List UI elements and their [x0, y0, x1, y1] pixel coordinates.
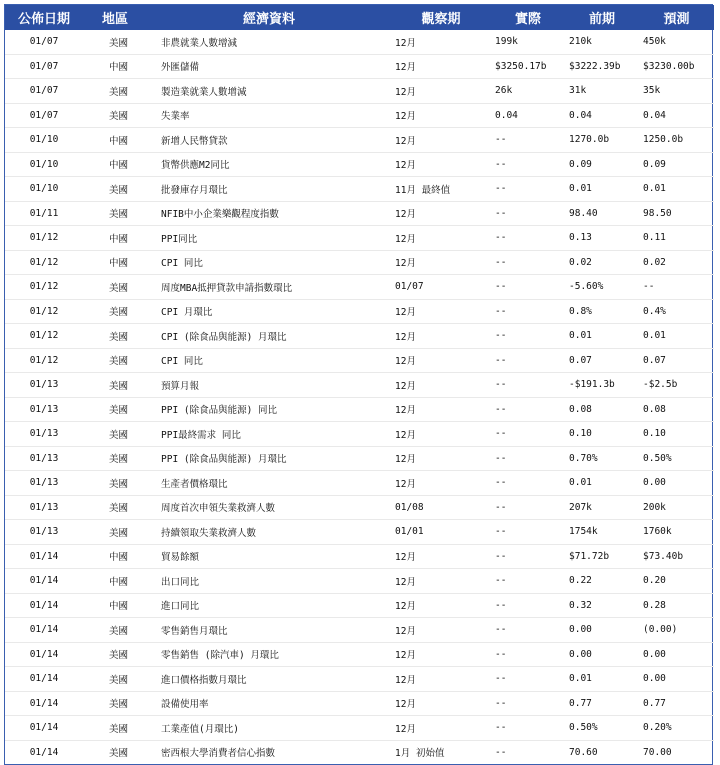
cell-release-date: 01/14 [5, 642, 83, 667]
cell-region: 美國 [83, 30, 147, 54]
cell-economic-data: 批發庫存月環比 [147, 177, 391, 202]
cell-release-date: 01/14 [29, 746, 59, 758]
cell-economic-data: 持續領取失業救濟人數 [147, 520, 391, 545]
cell-observation-period: 12月 [391, 618, 491, 643]
cell-forecast: 70.00 [643, 746, 672, 758]
table-row [5, 422, 714, 447]
table-row [5, 177, 714, 202]
cell-forecast: 0.28 [639, 593, 714, 618]
cell-observation-period: 12月 [391, 471, 491, 496]
cell-release-date: 01/10 [5, 177, 83, 202]
cell-forecast: 0.4% [639, 299, 714, 324]
cell-economic-data: 失業率 [147, 103, 391, 128]
table-row [5, 275, 714, 300]
cell-previous: 0.8% [565, 299, 639, 324]
cell-observation-period: 12月 [391, 54, 491, 79]
cell-forecast: 0.07 [639, 348, 714, 373]
table-row [5, 79, 714, 104]
cell-forecast: 1760k [639, 520, 714, 545]
cell-region: 中國 [83, 569, 147, 594]
cell-economic-data: 工業產值(月環比) [147, 716, 391, 741]
cell-forecast: 0.10 [639, 422, 714, 447]
cell-region: 美國 [83, 446, 147, 471]
cell-actual: -- [491, 691, 565, 716]
cell-release-date: 01/13 [5, 373, 83, 398]
cell-actual: -- [491, 201, 565, 226]
cell-previous: 0.00 [565, 618, 639, 643]
cell-forecast: 0.08 [639, 397, 714, 422]
cell-previous: 210k [565, 30, 639, 54]
cell-actual: $3250.17b [491, 54, 565, 79]
cell-actual: -- [491, 471, 565, 496]
cell-observation-period: 12月 [391, 103, 491, 128]
cell-forecast: 200k [639, 495, 714, 520]
cell-previous: 0.09 [565, 152, 639, 177]
cell-actual: -- [491, 716, 565, 741]
cell-release-date: 01/07 [5, 79, 83, 104]
cell-economic-data: 外匯儲備 [147, 54, 391, 79]
cell-region: 美國 [83, 324, 147, 349]
cell-previous: 0.02 [565, 250, 639, 275]
cell-release-date: 01/07 [5, 103, 83, 128]
cell-observation-period: 12月 [391, 397, 491, 422]
cell-region: 美國 [83, 618, 147, 643]
table-row [5, 103, 714, 128]
cell-economic-data: PPI同比 [147, 226, 391, 251]
cell-previous: 0.01 [565, 324, 639, 349]
table-header [5, 5, 714, 30]
cell-actual: -- [491, 324, 565, 349]
table-row [5, 201, 714, 226]
cell-previous: 0.10 [565, 422, 639, 447]
cell-observation-period: 12月 [391, 544, 491, 569]
table-row [5, 740, 714, 764]
cell-release-date: 01/12 [5, 250, 83, 275]
cell-economic-data: 貿易餘額 [147, 544, 391, 569]
cell-release-date: 01/07 [5, 30, 83, 54]
cell-observation-period: 12月 [391, 446, 491, 471]
cell-region: 美國 [109, 748, 129, 760]
cell-actual: -- [491, 348, 565, 373]
cell-forecast: 0.77 [639, 691, 714, 716]
cell-observation-period: 12月 [391, 152, 491, 177]
table-row [5, 495, 714, 520]
cell-release-date: 01/07 [5, 54, 83, 79]
cell-forecast: 450k [639, 30, 714, 54]
cell-region: 美國 [83, 716, 147, 741]
cell-forecast: 0.20% [639, 716, 714, 741]
cell-previous: 0.22 [565, 569, 639, 594]
cell-previous: 207k [565, 495, 639, 520]
cell-release-date: 01/14 [5, 544, 83, 569]
cell-forecast: 0.00 [639, 642, 714, 667]
economic-calendar-sheet [4, 4, 713, 765]
cell-forecast: 1250.0b [639, 128, 714, 153]
table-row [5, 373, 714, 398]
cell-previous: $3222.39b [565, 54, 639, 79]
cell-previous: 0.01 [565, 667, 639, 692]
cell-observation-period: 12月 [391, 348, 491, 373]
cell-observation-period: 1月 初始值 [395, 748, 445, 760]
cell-economic-data: 貨幣供應M2同比 [147, 152, 391, 177]
table-row [5, 128, 714, 153]
cell-region: 美國 [83, 667, 147, 692]
cell-region: 中國 [83, 128, 147, 153]
table-row [5, 299, 714, 324]
cell-forecast: $3230.00b [639, 54, 714, 79]
cell-previous: 0.77 [565, 691, 639, 716]
cell-release-date: 01/13 [5, 446, 83, 471]
cell-release-date: 01/12 [5, 348, 83, 373]
cell-previous: 31k [565, 79, 639, 104]
cell-release-date: 01/14 [5, 593, 83, 618]
header-observation-period: 觀察期 [391, 5, 491, 30]
table-row [5, 691, 714, 716]
cell-release-date: 01/12 [5, 226, 83, 251]
header-release-date: 公佈日期 [5, 5, 83, 30]
cell-release-date: 01/13 [5, 471, 83, 496]
cell-observation-period: 12月 [391, 569, 491, 594]
cell-release-date: 01/13 [5, 397, 83, 422]
cell-region: 美國 [83, 201, 147, 226]
header-row [5, 5, 714, 30]
cell-economic-data: 新增人民幣貸款 [147, 128, 391, 153]
header-economic-data: 經濟資料 [147, 5, 391, 30]
cell-observation-period: 12月 [391, 691, 491, 716]
cell-forecast: -- [639, 275, 714, 300]
cell-forecast: 0.01 [639, 324, 714, 349]
cell-previous: 1270.0b [565, 128, 639, 153]
cell-region: 中國 [83, 593, 147, 618]
table-row [5, 569, 714, 594]
cell-release-date: 01/14 [5, 716, 83, 741]
cell-region: 美國 [83, 422, 147, 447]
table-row [5, 324, 714, 349]
cell-actual: -- [491, 446, 565, 471]
cell-region: 中國 [83, 250, 147, 275]
cell-economic-data: NFIB中小企業樂觀程度指數 [147, 201, 391, 226]
cell-economic-data: 密西根大學消費者信心指數 [161, 748, 276, 760]
cell-economic-data: PPI (除食品與能源) 月環比 [147, 446, 391, 471]
cell-forecast: 0.04 [639, 103, 714, 128]
cell-observation-period: 12月 [391, 226, 491, 251]
table-row [5, 250, 714, 275]
cell-region: 美國 [83, 495, 147, 520]
header-forecast: 預測 [639, 5, 714, 30]
cell-economic-data: CPI 同比 [147, 348, 391, 373]
header-actual: 實際 [491, 5, 565, 30]
cell-release-date: 01/12 [5, 299, 83, 324]
economic-calendar-table [5, 5, 714, 764]
cell-region: 美國 [83, 373, 147, 398]
cell-release-date: 01/14 [5, 691, 83, 716]
cell-observation-period: 12月 [391, 299, 491, 324]
cell-region: 美國 [83, 103, 147, 128]
table-row [5, 471, 714, 496]
cell-release-date: 01/12 [5, 324, 83, 349]
cell-observation-period: 12月 [391, 30, 491, 54]
table-row [5, 54, 714, 79]
cell-release-date: 01/11 [5, 201, 83, 226]
cell-previous: 0.01 [565, 471, 639, 496]
table-row [5, 30, 714, 54]
cell-actual: -- [491, 642, 565, 667]
cell-actual: -- [491, 495, 565, 520]
cell-region: 美國 [83, 299, 147, 324]
cell-actual: 26k [491, 79, 565, 104]
cell-actual: -- [491, 373, 565, 398]
cell-region: 中國 [83, 152, 147, 177]
cell-observation-period: 12月 [391, 642, 491, 667]
cell-previous: 0.70% [565, 446, 639, 471]
cell-previous: 0.08 [565, 397, 639, 422]
cell-actual: -- [491, 128, 565, 153]
cell-economic-data: 生產者價格環比 [147, 471, 391, 496]
cell-previous: -$191.3b [565, 373, 639, 398]
table-row [5, 152, 714, 177]
cell-previous: 0.13 [565, 226, 639, 251]
cell-region: 中國 [83, 544, 147, 569]
cell-release-date: 01/13 [5, 422, 83, 447]
cell-previous: 70.60 [569, 746, 598, 758]
table-row [5, 446, 714, 471]
cell-forecast: -$2.5b [639, 373, 714, 398]
cell-economic-data: 進口同比 [147, 593, 391, 618]
cell-previous: 0.32 [565, 593, 639, 618]
cell-previous: 98.40 [565, 201, 639, 226]
cell-actual: -- [491, 667, 565, 692]
cell-observation-period: 12月 [391, 201, 491, 226]
cell-economic-data: 周度首次申領失業救濟人數 [147, 495, 391, 520]
table-row [5, 226, 714, 251]
cell-region: 美國 [83, 275, 147, 300]
cell-forecast: 0.02 [639, 250, 714, 275]
cell-region: 美國 [83, 520, 147, 545]
cell-actual: -- [491, 226, 565, 251]
cell-observation-period: 12月 [391, 373, 491, 398]
cell-observation-period: 12月 [391, 593, 491, 618]
cell-region: 美國 [83, 348, 147, 373]
table-row [5, 520, 714, 545]
cell-actual: -- [491, 152, 565, 177]
cell-actual: -- [491, 569, 565, 594]
table-body [5, 30, 714, 764]
cell-forecast: 0.20 [639, 569, 714, 594]
cell-actual: 199k [491, 30, 565, 54]
cell-actual: -- [491, 275, 565, 300]
table-row [5, 397, 714, 422]
cell-observation-period: 12月 [391, 128, 491, 153]
cell-region: 美國 [83, 471, 147, 496]
cell-economic-data: 周度MBA抵押貸款申請指數環比 [147, 275, 391, 300]
cell-region: 中國 [83, 226, 147, 251]
header-region: 地區 [83, 5, 147, 30]
cell-observation-period: 12月 [391, 716, 491, 741]
cell-forecast: 0.11 [639, 226, 714, 251]
cell-economic-data: 零售銷售 (除汽車) 月環比 [147, 642, 391, 667]
cell-forecast: 0.09 [639, 152, 714, 177]
cell-actual: -- [491, 250, 565, 275]
cell-actual: -- [491, 299, 565, 324]
cell-observation-period: 11月 最終值 [391, 177, 491, 202]
cell-previous: 0.04 [565, 103, 639, 128]
cell-economic-data: PPI最終需求 同比 [147, 422, 391, 447]
cell-forecast: 0.00 [639, 471, 714, 496]
cell-economic-data: 預算月報 [147, 373, 391, 398]
cell-observation-period: 01/01 [391, 520, 491, 545]
cell-economic-data: 製造業就業人數增減 [147, 79, 391, 104]
cell-economic-data: 設備使用率 [147, 691, 391, 716]
cell-actual: 0.04 [491, 103, 565, 128]
cell-actual: -- [491, 177, 565, 202]
cell-previous: 0.01 [565, 177, 639, 202]
cell-observation-period: 01/07 [391, 275, 491, 300]
cell-economic-data: 非農就業人數增減 [147, 30, 391, 54]
table-row [5, 667, 714, 692]
cell-forecast: 0.50% [639, 446, 714, 471]
header-previous: 前期 [565, 5, 639, 30]
table-row [5, 642, 714, 667]
cell-previous: 1754k [565, 520, 639, 545]
cell-economic-data: 出口同比 [147, 569, 391, 594]
cell-actual: -- [491, 618, 565, 643]
cell-actual: -- [491, 520, 565, 545]
cell-region: 中國 [83, 54, 147, 79]
cell-observation-period: 12月 [391, 250, 491, 275]
cell-actual: -- [495, 746, 507, 758]
cell-economic-data: CPI 同比 [147, 250, 391, 275]
cell-actual: -- [491, 544, 565, 569]
cell-economic-data: CPI (除食品與能源) 月環比 [147, 324, 391, 349]
cell-release-date: 01/10 [5, 128, 83, 153]
cell-release-date: 01/14 [5, 667, 83, 692]
cell-observation-period: 12月 [391, 324, 491, 349]
cell-release-date: 01/13 [5, 520, 83, 545]
table-row [5, 593, 714, 618]
cell-observation-period: 12月 [391, 667, 491, 692]
cell-previous: 0.00 [565, 642, 639, 667]
cell-forecast: 0.01 [639, 177, 714, 202]
table-row [5, 544, 714, 569]
cell-previous: 0.50% [565, 716, 639, 741]
cell-observation-period: 12月 [391, 422, 491, 447]
cell-actual: -- [491, 397, 565, 422]
table-row [5, 716, 714, 741]
table-row [5, 348, 714, 373]
cell-release-date: 01/13 [5, 495, 83, 520]
cell-actual: -- [491, 422, 565, 447]
cell-release-date: 01/10 [5, 152, 83, 177]
cell-actual: -- [491, 593, 565, 618]
cell-forecast: 0.00 [639, 667, 714, 692]
cell-release-date: 01/14 [5, 569, 83, 594]
cell-release-date: 01/14 [5, 618, 83, 643]
cell-previous: 0.07 [565, 348, 639, 373]
cell-observation-period: 12月 [391, 79, 491, 104]
cell-forecast: $73.40b [639, 544, 714, 569]
cell-region: 美國 [83, 79, 147, 104]
cell-release-date: 01/12 [5, 275, 83, 300]
cell-observation-period: 01/08 [391, 495, 491, 520]
cell-region: 美國 [83, 691, 147, 716]
table-row [5, 618, 714, 643]
cell-forecast: (0.00) [639, 618, 714, 643]
cell-previous: $71.72b [565, 544, 639, 569]
cell-region: 美國 [83, 642, 147, 667]
cell-economic-data: CPI 月環比 [147, 299, 391, 324]
cell-previous: -5.60% [565, 275, 639, 300]
cell-economic-data: 零售銷售月環比 [147, 618, 391, 643]
cell-forecast: 35k [639, 79, 714, 104]
cell-economic-data: 進口價格指數月環比 [147, 667, 391, 692]
cell-forecast: 98.50 [639, 201, 714, 226]
cell-region: 美國 [83, 177, 147, 202]
cell-economic-data: PPI (除食品與能源) 同比 [147, 397, 391, 422]
cell-region: 美國 [83, 397, 147, 422]
